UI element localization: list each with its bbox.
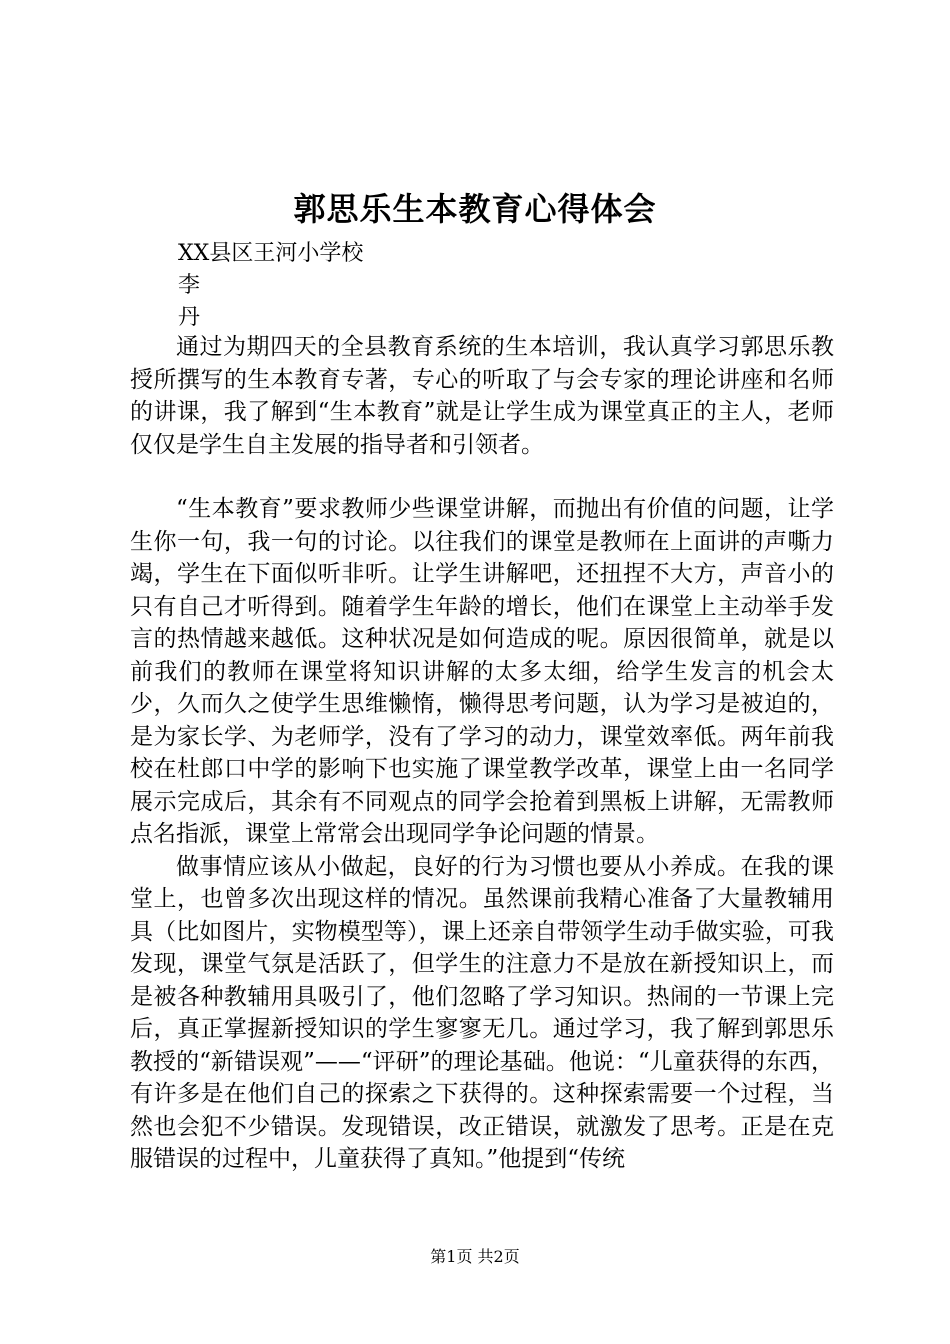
page-footer: 第1页 共2页	[430, 1247, 520, 1266]
author-name-line-1: 李	[178, 273, 201, 298]
paragraph-3: 做事情应该从小做起，良好的行为习惯也要从小养成。在我的课堂上，也曾多次出现这样的情况。虽然课前我精心准备了大量教辅用具（比如图片，实物模型等），课上还亲自带领学生动手做实验，可我发现，课堂气氛是活跃了，但学生的注意力不是放在新授知识上，而是被各种教辅用具吸引了，他们忽略了学习知识。热闹的一节课上完后，真正掌握新授知识的学生寥寥无几。通过学习，我了解到郭思乐教授的“新错误观”——“评研”的理论基础。他说：“儿童获得的东西，有许多是在他们自己的探索之下获得的。这种探索需要一个过程，当然也会犯不少错误。发现错误，改正错误，就激发了思考。正是在克服错误的过程中，儿童获得了真知。”他提到“传统	[130, 853, 834, 1172]
paragraph-spacer	[130, 461, 834, 493]
author-name-line-2: 丹	[178, 305, 201, 330]
school-name: XX县区王河小学校	[178, 241, 364, 266]
paragraph-2: “生本教育”要求教师少些课堂讲解，而抛出有价值的问题，让学生你一句，我一句的讨论。以往我们的课堂是教师在上面讲的声嘶力竭，学生在下面似听非听。让学生讲解吧，还扭捏不大方，声音小的只有自己才听得到。随着学生年龄的增长，他们在课堂上主动举手发言的热情越来越低。这种状况是如何造成的呢。原因很简单，就是以前我们的教师在课堂将知识讲解的太多太细，给学生发言的机会太少，久而久之使学生思维懒惰，懒得思考问题，认为学习是被迫的，是为家长学、为老师学，没有了学习的动力，课堂效率低。两年前我校在杜郎口中学的影响下也实施了课堂教学改革，课堂上由一名同学展示完成后，其余有不同观点的同学会抢着到黑板上讲解，无需教师点名指派，课堂上常常会出现同学争论问题的情景。	[130, 496, 834, 847]
paragraph-1: 通过为期四天的全县教育系统的生本培训，我认真学习郭思乐教授所撰写的生本教育专著，专心的听取了与会专家的理论讲座和名师的讲课，我了解到“生本教育”就是让学生成为课堂真正的主人，老师仅仅是学生自主发展的指导者和引领者。	[130, 334, 834, 458]
document-title: 郭思乐生本教育心得体会	[293, 190, 657, 228]
document-body	[130, 331, 834, 1176]
